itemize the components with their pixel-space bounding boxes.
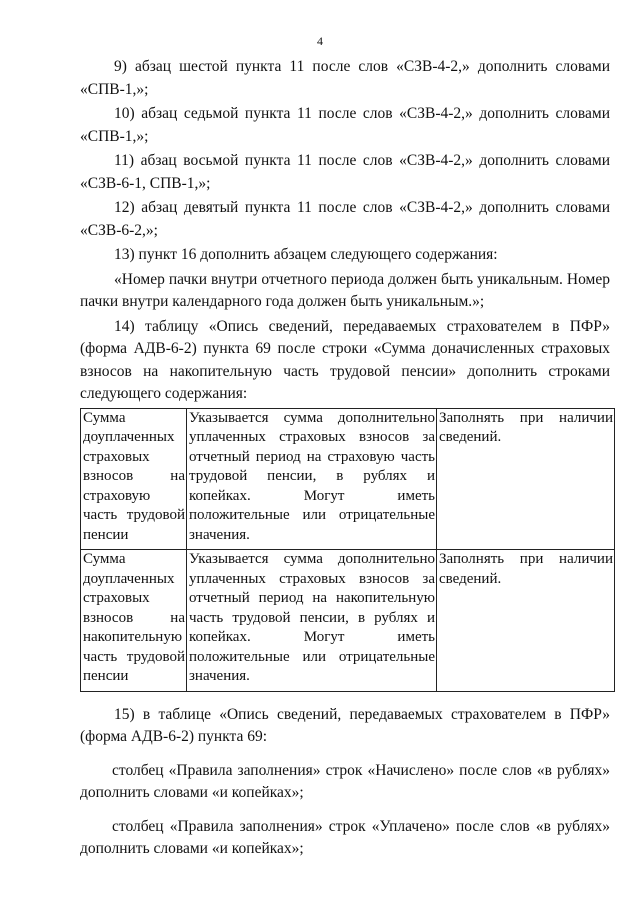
amendment-item-9: 9) абзац шестой пункта 11 после слов «СЗВ-4-2,» дополнить словами «СПВ-1,»; [80, 58, 610, 98]
fill-rule-cell [187, 408, 437, 550]
document-body [80, 56, 613, 863]
field-name-cell: Сумма доуплаченных страховых взносов на накопительную часть трудовой пенсии [81, 550, 187, 692]
amendment-subitem-paid: столбец «Правила заполнения» строк «Уплачено» после слов «в рублях» дополнить словами «и копейках»; [80, 817, 610, 857]
fill-rule-cell [187, 550, 437, 692]
amendment-item-11: 11) абзац восьмой пункта 11 после слов «СЗВ-4-2,» дополнить словами «СЗВ-6-1, СПВ-1,»; [80, 152, 610, 192]
amendment-table [80, 408, 615, 692]
amendment-subitem-accrued: столбец «Правила заполнения» строк «Начислено» после слов «в рублях» дополнить словами «и копейках»; [80, 761, 610, 801]
fill-rule-note: Могут иметь положительные или отрицательные значения. [189, 487, 435, 543]
amendment-item-15: 15) в таблице «Опись сведений, передаваемых страхователем в ПФР» (форма АДВ-6-2) пункта 69: [80, 705, 610, 745]
fill-rule-text: Указывается сумма дополнительно уплаченных страховых взносов за отчетный период на накопительную часть трудовой пенсии, в рублях и копейках. [189, 551, 435, 645]
fill-rule-text: Указывается сумма дополнительно уплаченных страховых взносов за отчетный период на страховую часть трудовой пенсии, в рублях и копейках. [189, 409, 435, 504]
amendment-item-10: 10) абзац седьмой пункта 11 после слов «СЗВ-4-2,» дополнить словами «СПВ-1,»; [80, 105, 610, 145]
condition-cell: Заполнять при наличии сведений. [437, 408, 615, 550]
condition-cell: Заполнять при наличии сведений. [437, 550, 615, 692]
table-row [81, 550, 615, 692]
page-number: 4 [317, 34, 323, 48]
quoted-paragraph: «Номер пачки внутри отчетного периода должен быть уникальным. Номер пачки внутри календарного года должен быть уникальным.»; [80, 270, 610, 310]
after-table-section [80, 704, 610, 861]
field-name-cell: Сумма доуплаченных страховых взносов на страховую часть трудовой пенсии [81, 408, 187, 550]
table-row [81, 408, 615, 550]
fill-rule-note: Могут иметь положительные или отрицательные значения. [189, 629, 435, 684]
amendment-item-12: 12) абзац девятый пункта 11 после слов «СЗВ-4-2,» дополнить словами «СЗВ-6-2,»; [80, 199, 610, 239]
amendment-item-14: 14) таблицу «Опись сведений, передаваемых страхователем в ПФР» (форма АДВ-6-2) пункта 69 после строки «Сумма доначисленных страховых взносов на накопительную часть трудовой пенсии» дополнить строками следующего содержания: [80, 317, 610, 402]
amendment-item-13: 13) пункт 16 дополнить абзацем следующего содержания: [114, 246, 498, 263]
